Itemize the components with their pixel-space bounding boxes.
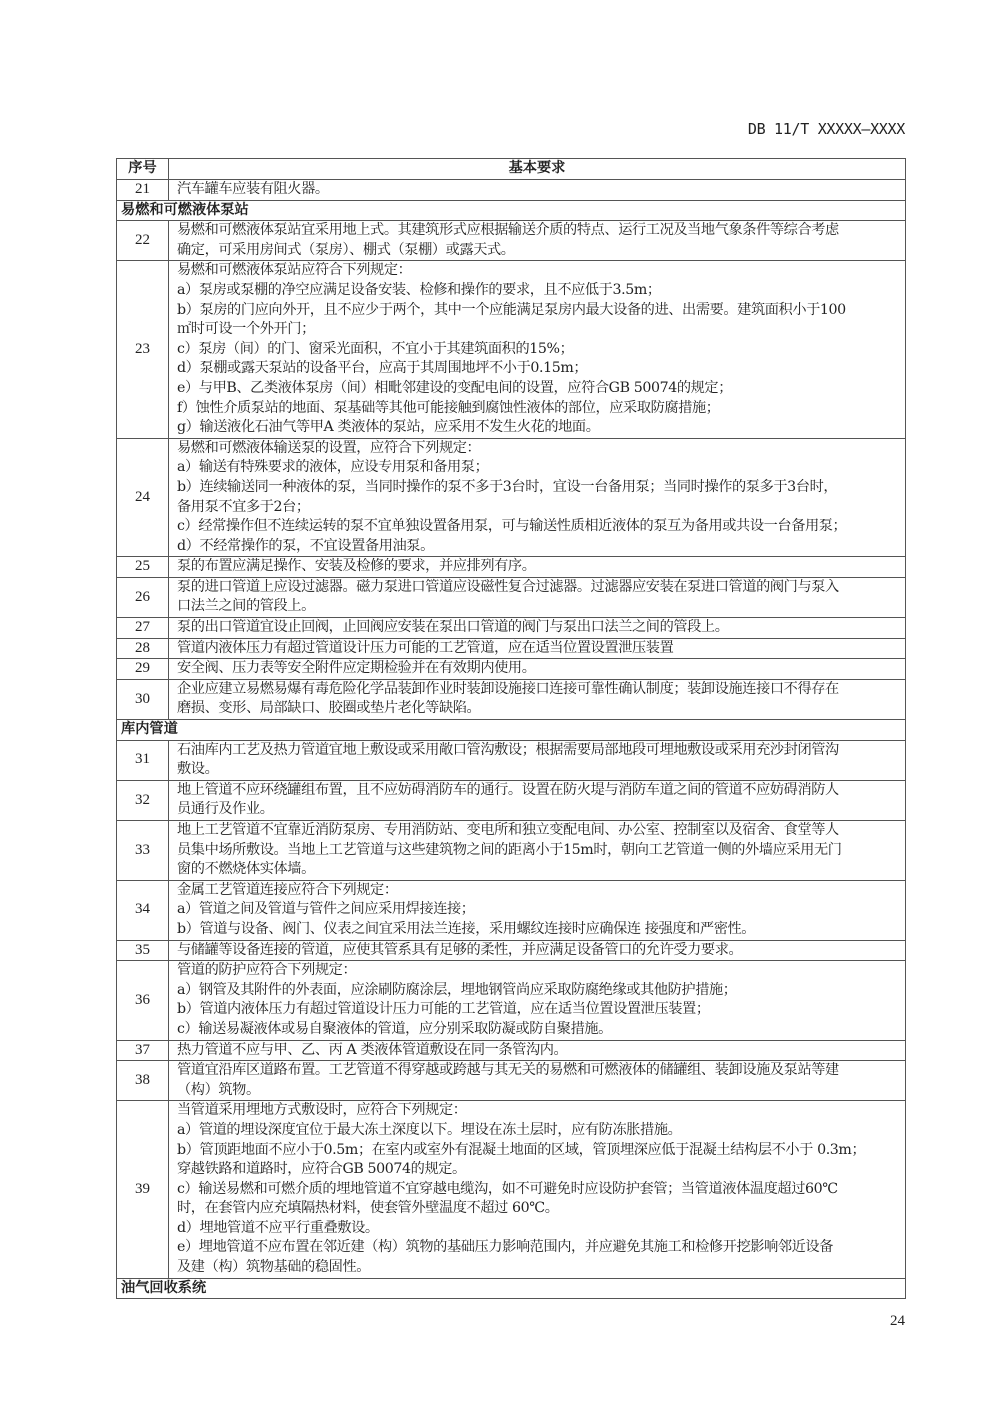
requirement-line: b）管顶距地面不应小于0.5m；在室内或室外有混凝土地面的区域，管顶埋深应低于混凝土结构层不小于 0.3m； bbox=[177, 1141, 866, 1158]
requirement-cell bbox=[169, 180, 906, 201]
requirement-line: 地上工艺管道不宜靠近消防泵房、专用消防站、变电所和独立变配电间、办公室、控制室以及宿舍、食堂等人 bbox=[177, 822, 839, 838]
requirement-line: g）输送液化石油气等甲A 类液体的泵站，应采用不发生火花的地面。 bbox=[177, 419, 600, 436]
row-number: 25 bbox=[117, 557, 169, 578]
table-row bbox=[117, 221, 906, 261]
requirement-cell bbox=[169, 659, 906, 680]
requirement-cell bbox=[169, 1101, 906, 1278]
requirement-line: d）不经常操作的泵，不宜设置备用油泵。 bbox=[177, 537, 434, 554]
requirement-cell bbox=[169, 940, 906, 961]
requirement-cell bbox=[169, 557, 906, 578]
table-body bbox=[117, 180, 906, 1299]
requirement-line: 石油库内工艺及热力管道宜地上敷设或采用敞口管沟敷设；根据需要局部地段可埋地敷设或采用充沙封闭管沟 bbox=[177, 741, 839, 758]
requirement-line: a）钢管及其附件的外表面，应涂刷防腐涂层，埋地钢管尚应采取防腐绝缘或其他防护措施； bbox=[177, 981, 737, 998]
requirement-line: ㎡时可设一个外开门； bbox=[177, 321, 315, 338]
row-number: 24 bbox=[117, 438, 169, 557]
table-row bbox=[117, 740, 906, 780]
requirement-line: b）管道与设备、阀门、仪表之间宜采用法兰连接，采用螺纹连接时应确保连 接强度和严密性。 bbox=[177, 920, 756, 937]
table-row bbox=[117, 821, 906, 881]
row-number: 32 bbox=[117, 780, 169, 820]
requirement-line: 及建（构）筑物基础的稳固性。 bbox=[177, 1259, 371, 1276]
requirement-line: 穿越铁路和道路时，应符合GB 50074的规定。 bbox=[177, 1161, 466, 1178]
requirement-cell bbox=[169, 679, 906, 719]
section-title: 油气回收系统 bbox=[117, 1278, 906, 1299]
requirement-line: f）蚀性介质泵站的地面、泵基础等其他可能接触到腐蚀性液体的部位，应采取防腐措施； bbox=[177, 399, 720, 416]
requirement-cell bbox=[169, 261, 906, 438]
table-row bbox=[117, 1101, 906, 1278]
requirement-line: 企业应建立易燃易爆有毒危险化学品装卸作业时装卸设施接口连接可靠性确认制度；装卸设施连接口不得存在 bbox=[177, 680, 839, 697]
requirement-line: 泵的进口管道上应设过滤器。磁力泵进口管道应设磁性复合过滤器。过滤器应安装在泵进口管道的阀门与泵入 bbox=[177, 578, 839, 595]
row-number: 29 bbox=[117, 659, 169, 680]
row-number: 36 bbox=[117, 961, 169, 1040]
table-row bbox=[117, 659, 906, 680]
requirement-cell bbox=[169, 438, 906, 557]
requirement-line: 当管道采用埋地方式敷设时，应符合下列规定： bbox=[177, 1102, 467, 1119]
requirement-line: 热力管道不应与甲、乙、丙 A 类液体管道敷设在同一条管沟内。 bbox=[177, 1041, 568, 1058]
requirement-line: 汽车罐车应装有阻火器。 bbox=[177, 181, 329, 197]
row-number: 33 bbox=[117, 821, 169, 881]
requirement-line: a）泵房或泵棚的净空应满足设备安装、检修和操作的要求，且不应低于3.5m； bbox=[177, 281, 661, 298]
requirement-line: 管道宜沿库区道路布置。工艺管道不得穿越或跨越与其无关的易燃和可燃液体的储罐组、装卸设施及泵站等建 bbox=[177, 1062, 839, 1079]
requirement-line: 员通行及作业。 bbox=[177, 801, 274, 818]
requirement-line: 备用泵不宜多于2台； bbox=[177, 498, 310, 515]
table-row bbox=[117, 780, 906, 820]
section-title: 易燃和可燃液体泵站 bbox=[117, 200, 906, 221]
table-row bbox=[117, 880, 906, 940]
table-row bbox=[117, 618, 906, 639]
requirement-cell bbox=[169, 780, 906, 820]
row-number: 38 bbox=[117, 1061, 169, 1101]
requirement-line: 管道内液体压力有超过管道设计压力可能的工艺管道，应在适当位置设置泄压装置 bbox=[177, 639, 674, 656]
requirements-table bbox=[116, 158, 906, 1299]
requirement-line: 金属工艺管道连接应符合下列规定： bbox=[177, 881, 398, 898]
requirement-line: 确定，可采用房间式（泵房）、棚式（泵棚）或露天式。 bbox=[177, 241, 515, 258]
requirement-cell bbox=[169, 821, 906, 881]
requirement-line: d）埋地管道不应平行重叠敷设。 bbox=[177, 1219, 379, 1236]
table-row bbox=[117, 261, 906, 438]
table-header-row bbox=[117, 159, 906, 180]
requirement-cell bbox=[169, 880, 906, 940]
section-header-row bbox=[117, 720, 906, 741]
section-title: 库内管道 bbox=[117, 720, 906, 741]
table-row bbox=[117, 638, 906, 659]
requirement-line: 与储罐等设备连接的管道，应使其管系具有足够的柔性，并应满足设备管口的允许受力要求。 bbox=[177, 941, 743, 958]
section-header-row bbox=[117, 200, 906, 221]
table-row bbox=[117, 1040, 906, 1061]
requirement-line: c）经常操作但不连续运转的泵不宜单独设置备用泵，可与输送性质相近液体的泵互为备用或共设一台备用泵； bbox=[177, 518, 847, 535]
row-number: 34 bbox=[117, 880, 169, 940]
requirement-line: 磨损、变形、局部缺口、胶圈或垫片老化等缺陷。 bbox=[177, 700, 481, 717]
table-row bbox=[117, 557, 906, 578]
table-row bbox=[117, 180, 906, 201]
requirement-line: 安全阀、压力表等安全附件应定期检验并在有效期内使用。 bbox=[177, 660, 536, 677]
row-number: 27 bbox=[117, 618, 169, 639]
requirement-cell bbox=[169, 961, 906, 1040]
table-row bbox=[117, 961, 906, 1040]
requirement-line: a）管道的埋设深度宜位于最大冻土深度以下。埋设在冻土层时，应有防冻胀措施。 bbox=[177, 1121, 682, 1138]
requirement-cell bbox=[169, 1061, 906, 1101]
table-row bbox=[117, 438, 906, 557]
requirement-line: 易燃和可燃液体泵站宜采用地上式。其建筑形式应根据输送介质的特点、运行工况及当地气象条件等综合考虑 bbox=[177, 222, 839, 239]
document-code: DB 11/T XXXXX—XXXX bbox=[747, 120, 905, 138]
requirement-cell bbox=[169, 1040, 906, 1061]
requirement-line: 易燃和可燃液体输送泵的设置，应符合下列规定： bbox=[177, 439, 481, 456]
row-number: 30 bbox=[117, 679, 169, 719]
requirement-line: 敷设。 bbox=[177, 761, 219, 778]
table-row bbox=[117, 679, 906, 719]
requirement-cell bbox=[169, 740, 906, 780]
requirement-line: 管道的防护应符合下列规定： bbox=[177, 962, 357, 979]
row-number: 37 bbox=[117, 1040, 169, 1061]
requirement-line: 泵的布置应满足操作、安装及检修的要求，并应排列有序。 bbox=[177, 558, 536, 575]
column-header-number: 序号 bbox=[117, 159, 169, 180]
requirement-cell bbox=[169, 221, 906, 261]
row-number: 39 bbox=[117, 1101, 169, 1278]
section-header-row bbox=[117, 1278, 906, 1299]
requirement-line: d）泵棚或露天泵站的设备平台，应高于其周围地坪不小于0.15m； bbox=[177, 360, 588, 377]
requirement-cell bbox=[169, 577, 906, 617]
requirement-line: c）泵房（间）的门、窗采光面积，不宜小于其建筑面积的15%； bbox=[177, 340, 574, 357]
requirement-line: b）泵房的门应向外开，且不应少于两个，其中一个应能满足泵房内最大设备的进、出需要。建筑面积小于100 bbox=[177, 301, 846, 318]
requirement-line: b）管道内液体压力有超过管道设计压力可能的工艺管道，应在适当位置设置泄压装置； bbox=[177, 1001, 710, 1018]
row-number: 23 bbox=[117, 261, 169, 438]
row-number: 35 bbox=[117, 940, 169, 961]
requirement-line: （构）筑物。 bbox=[177, 1081, 260, 1098]
table-row bbox=[117, 577, 906, 617]
page-number: 24 bbox=[890, 1313, 905, 1329]
row-number: 26 bbox=[117, 577, 169, 617]
row-number: 22 bbox=[117, 221, 169, 261]
requirement-line: 时，在套管内应充填隔热材料，使套管外壁温度不超过 60℃。 bbox=[177, 1200, 559, 1217]
table-row bbox=[117, 1061, 906, 1101]
requirement-line: 员集中场所敷设。当地上工艺管道与这些建筑物之间的距离小于15m时，朝向工艺管道一侧的外墙应采用无门 bbox=[177, 841, 842, 858]
requirement-line: a）输送有特殊要求的液体，应设专用泵和备用泵； bbox=[177, 459, 489, 476]
requirement-line: c）输送易燃和可燃介质的埋地管道不宜穿越电缆沟，如不可避免时应设防护套管；当管道液体温度超过60℃ bbox=[177, 1180, 838, 1197]
table-row bbox=[117, 940, 906, 961]
requirement-line: 泵的出口管道宜设止回阀，止回阀应安装在泵出口管道的阀门与泵出口法兰之间的管段上。 bbox=[177, 619, 729, 636]
column-header-requirements: 基本要求 bbox=[169, 159, 906, 180]
requirement-cell bbox=[169, 618, 906, 639]
requirement-line: 地上管道不应环绕罐组布置，且不应妨碍消防车的通行。设置在防火堤与消防车道之间的管道不应妨碍消防人 bbox=[177, 781, 839, 798]
requirement-line: 口法兰之间的管段上。 bbox=[177, 598, 315, 615]
requirement-line: a）管道之间及管道与管件之间应采用焊接连接； bbox=[177, 901, 475, 918]
requirement-line: e）埋地管道不应布置在邻近建（构）筑物的基础压力影响范围内，并应避免其施工和检修开挖影响邻近设备 bbox=[177, 1239, 834, 1256]
row-number: 31 bbox=[117, 740, 169, 780]
requirement-line: b）连续输送同一种液体的泵，当同时操作的泵不多于3台时，宜设一台备用泵；当同时操作的泵多于3台时， bbox=[177, 478, 838, 495]
row-number: 28 bbox=[117, 638, 169, 659]
requirement-line: 窗的不燃烧体实体墙。 bbox=[177, 861, 315, 878]
requirement-line: e）与甲B、乙类液体泵房（间）相毗邻建设的变配电间的设置，应符合GB 50074的规定； bbox=[177, 379, 733, 396]
requirement-cell bbox=[169, 638, 906, 659]
requirement-line: 易燃和可燃液体泵站应符合下列规定： bbox=[177, 262, 412, 279]
requirement-line: c）输送易凝液体或易自聚液体的管道，应分别采取防凝或防自聚措施。 bbox=[177, 1020, 612, 1037]
row-number: 21 bbox=[117, 180, 169, 201]
